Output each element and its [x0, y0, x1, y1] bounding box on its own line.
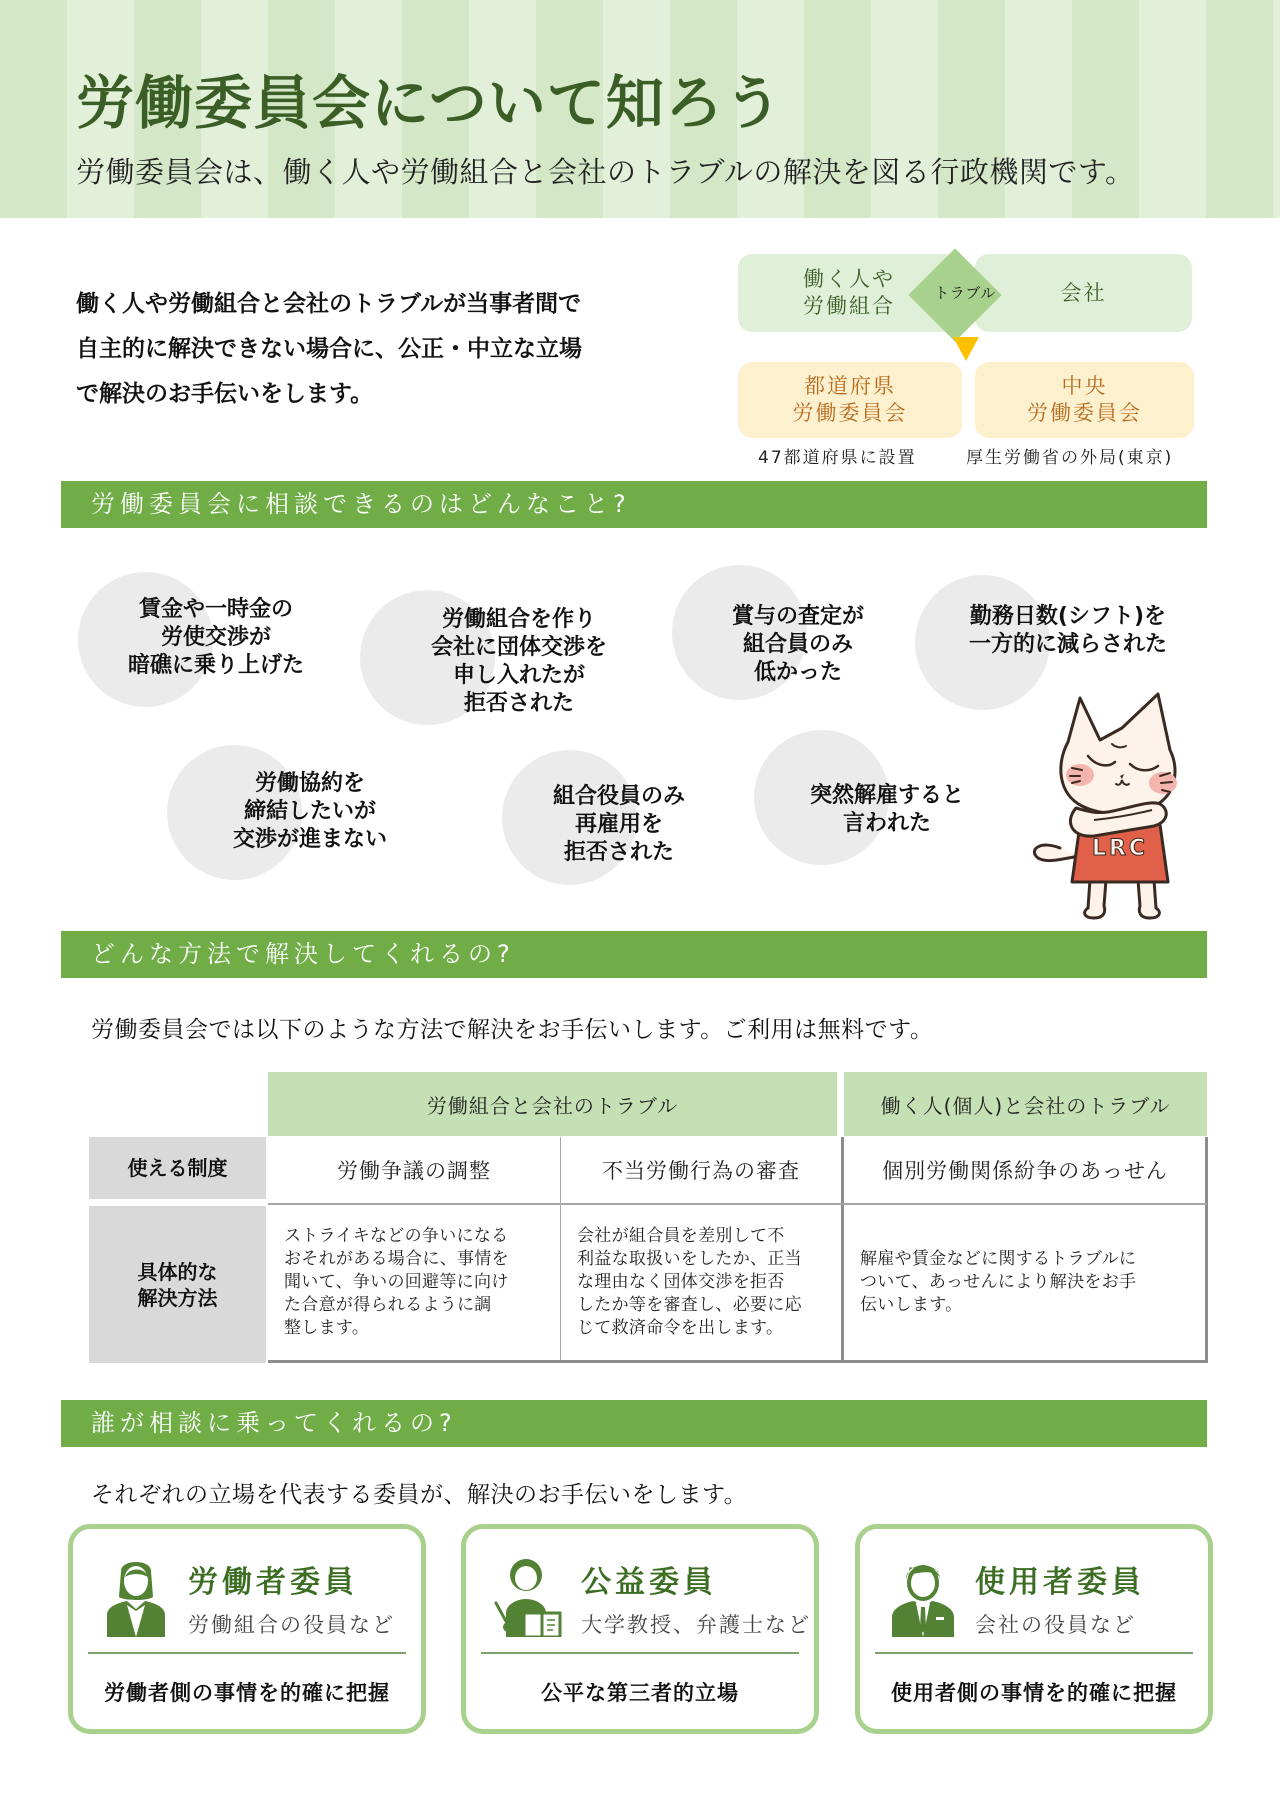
consult-line: 突然解雇すると	[809, 783, 965, 808]
desc-line: おそれがある場合に、事情を	[284, 1249, 509, 1269]
consult-line: 勤務日数(シフト)を	[969, 604, 1167, 629]
desc-line: 伝いします。	[860, 1295, 963, 1315]
consult-line: 組合役員のみ	[552, 784, 686, 809]
table-group-header: 労働組合と会社のトラブル	[268, 1072, 837, 1136]
row-label-system: 使える制度	[89, 1137, 266, 1199]
table-divider	[268, 1203, 1207, 1205]
row-label-method	[89, 1206, 266, 1363]
card-divider	[875, 1652, 1193, 1654]
page-title: 労働委員会について知ろう	[76, 69, 783, 137]
consult-line: 交渉が進まない	[232, 827, 388, 852]
female-worker-icon	[101, 1557, 171, 1637]
desc-line: な理由なく団体交渉を拒否	[577, 1272, 785, 1292]
member-card-worker	[68, 1524, 426, 1734]
desc-line: 聞いて、争いの回避等に向け	[284, 1272, 509, 1292]
party-company-label: 会社	[1060, 280, 1107, 305]
table-group-header: 働く人(個人)と会社のトラブル	[844, 1072, 1207, 1136]
consult-line: 再雇用を	[574, 812, 664, 837]
consult-example	[810, 782, 964, 838]
consult-example	[233, 770, 387, 854]
table-cell	[561, 1205, 841, 1360]
consult-line: 労働組合を作り	[441, 607, 597, 632]
consult-line: 低かった	[753, 660, 843, 685]
central-line: 労働委員会	[1027, 401, 1142, 425]
table-cell	[844, 1205, 1206, 1360]
desc-line: ストライキなどの争いになる	[284, 1226, 509, 1246]
prefectural-line: 労働委員会	[792, 401, 908, 425]
section-header-consult: 労働委員会に相談できるのはどんなこと?	[61, 481, 1207, 528]
party-workers-line: 労働組合	[803, 294, 895, 318]
section-header-methods: どんな方法で解決してくれるの?	[61, 931, 1207, 978]
consult-example	[128, 596, 304, 680]
consult-line: 一方的に減らされた	[968, 632, 1168, 657]
table-cell: 個別労働関係紛争のあっせん	[844, 1137, 1206, 1203]
row-label-line: 具体的な	[137, 1259, 218, 1284]
table-divider	[1205, 1137, 1208, 1362]
card-divider	[481, 1652, 799, 1654]
member-role: 労働者側の事情を的確に把握	[104, 1681, 390, 1705]
party-workers-line: 働く人や	[803, 267, 895, 291]
member-card-employer	[855, 1524, 1213, 1734]
member-role: 公平な第三者的立場	[541, 1681, 739, 1705]
hero-banner	[0, 0, 1280, 218]
member-subtitle: 大学教授、弁護士など	[581, 1613, 811, 1637]
desc-line: 会社が組合員を差別して不	[577, 1226, 785, 1246]
businessman-icon	[888, 1557, 958, 1637]
consult-line: 賞与の査定が	[731, 604, 865, 629]
consult-line: 拒否された	[463, 691, 575, 716]
table-cell	[268, 1205, 560, 1360]
intro-paragraph	[76, 282, 696, 417]
consult-line: 労働協約を	[254, 771, 366, 796]
member-subtitle: 会社の役員など	[975, 1613, 1136, 1637]
desc-line: したか等を審査し、必要に応	[577, 1295, 802, 1315]
svg-text:LRC: LRC	[1091, 836, 1149, 861]
consult-line: 会社に団体交渉を	[430, 635, 608, 660]
consult-line: 締結したいが	[243, 799, 377, 824]
intro-line: 自主的に解決できない場合に、公正・中立な立場	[76, 336, 582, 362]
central-caption: 厚生労働省の外局(東京)	[966, 448, 1174, 468]
consult-line: 暗礁に乗り上げた	[127, 653, 305, 678]
desc-line: ついて、あっせんにより解決をお手	[860, 1272, 1137, 1292]
consult-line: 組合員のみ	[742, 632, 854, 657]
consult-line: 拒否された	[563, 840, 675, 865]
table-cell: 不当労働行為の審査	[561, 1137, 841, 1203]
consult-line: 労使交渉が	[160, 625, 272, 650]
consult-line: 賃金や一時金の	[138, 597, 294, 622]
intro-line: で解決のお手伝いをします。	[76, 381, 374, 407]
desc-line: た合意が得られるように調	[284, 1295, 492, 1315]
member-title: 労働者委員	[188, 1565, 358, 1600]
desc-line: 利益な取扱いをしたか、正当	[577, 1249, 802, 1269]
desc-line: じて救済命令を出します。	[577, 1318, 784, 1338]
table-divider	[560, 1137, 561, 1362]
cat-mascot-icon	[1020, 680, 1210, 920]
consult-line: 申し入れたが	[452, 663, 586, 688]
desc-line: 整します。	[284, 1318, 370, 1338]
teacher-icon	[494, 1557, 564, 1637]
prefectural-caption: 47都道府県に設置	[758, 448, 917, 468]
methods-intro: 労働委員会では以下のような方法で解決をお手伝いします。ご利用は無料です。	[91, 1017, 934, 1043]
member-subtitle: 労働組合の役員など	[188, 1613, 395, 1637]
central-committee-box	[975, 362, 1194, 438]
member-title: 使用者委員	[975, 1565, 1145, 1600]
member-card-public	[461, 1524, 819, 1734]
row-label-line: 解決方法	[137, 1285, 218, 1310]
consult-example	[431, 606, 607, 718]
page-subtitle: 労働委員会は、働く人や労働組合と会社のトラブルの解決を図る行政機関です。	[76, 155, 1135, 189]
member-title: 公益委員	[581, 1565, 717, 1600]
section-header-who: 誰が相談に乗ってくれるの?	[61, 1400, 1207, 1447]
desc-line: 解雇や賃金などに関するトラブルに	[860, 1249, 1137, 1269]
prefectural-line: 都道府県	[804, 374, 896, 398]
trouble-label: トラブル	[934, 284, 996, 302]
card-divider	[88, 1652, 406, 1654]
consult-example	[553, 783, 685, 867]
consult-example	[969, 603, 1167, 659]
member-role: 使用者側の事情を的確に把握	[891, 1681, 1177, 1705]
down-arrow-icon	[953, 337, 979, 361]
table-cell: 労働争議の調整	[268, 1137, 560, 1203]
who-intro: それぞれの立場を代表する委員が、解決のお手伝いをします。	[91, 1482, 748, 1508]
table-divider	[268, 1360, 1208, 1363]
prefectural-committee-box	[738, 362, 962, 438]
consult-example	[732, 603, 864, 687]
table-divider	[841, 1137, 844, 1362]
central-line: 中央	[1061, 374, 1108, 398]
consult-line: 言われた	[842, 811, 932, 836]
intro-line: 働く人や労働組合と会社のトラブルが当事者間で	[76, 291, 582, 317]
